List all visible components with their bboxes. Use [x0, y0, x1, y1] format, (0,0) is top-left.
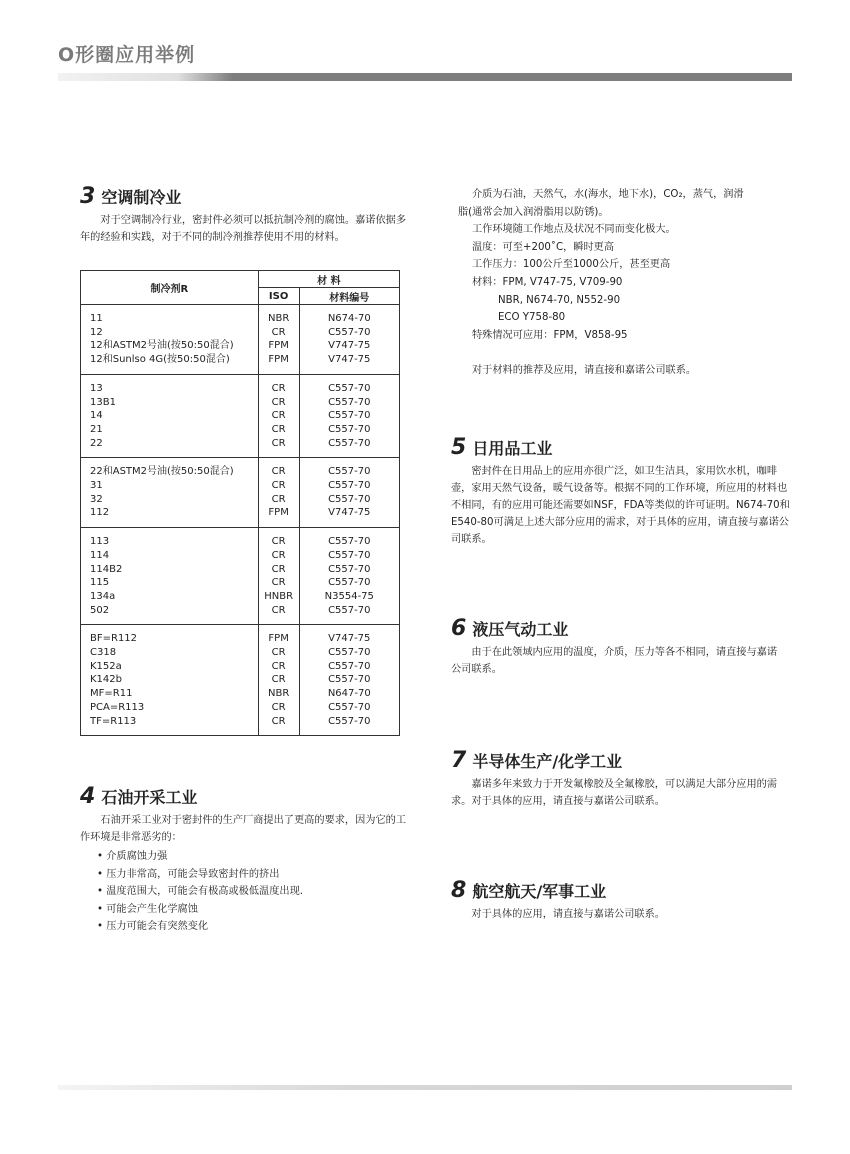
temperature-line: 温度：可至+200˚C，瞬时更高 [472, 241, 615, 253]
cell-line: C557-70 [328, 396, 371, 408]
table-row [81, 625, 400, 736]
cell-line: TF=R113 [90, 715, 137, 727]
iso-cell [258, 625, 299, 736]
cell-line: CR [271, 604, 286, 616]
refrigerant-cell [81, 625, 259, 736]
section-aerospace-military [451, 878, 783, 923]
contact-line: 对于材料的推荐及应用，请直接和嘉诺公司联系。 [472, 364, 697, 376]
cell-line: CR [271, 493, 286, 505]
header-material: 材 料 [258, 271, 399, 288]
cell-line: 31 [90, 480, 103, 492]
header-rule [58, 73, 792, 81]
oil-extraction-details [458, 186, 798, 380]
refrigerant-cell [81, 374, 259, 458]
cell-line: N3554-75 [324, 590, 374, 602]
cell-line: CR [271, 410, 286, 422]
section-heading [451, 616, 783, 641]
section-title: 日用品工业 [472, 439, 553, 458]
section-title: 航空航天/军事工业 [472, 882, 607, 901]
section-heading [80, 184, 406, 209]
media-line-continued: 脂(通常会加入润滑脂用以防锈)。 [458, 206, 609, 218]
bullet-list [80, 848, 412, 936]
material-line: ECO Y758-80 [498, 312, 566, 324]
cell-line: 13 [90, 382, 103, 394]
cell-line: 115 [90, 577, 110, 589]
cell-line: 12和ASTM2号油(按50:50混合) [90, 340, 234, 352]
cell-line: C557-70 [328, 674, 371, 686]
cell-line: 22 [90, 437, 103, 449]
cell-line: 114B2 [90, 563, 123, 575]
cell-line: 114 [90, 549, 110, 561]
section-paragraph: 密封件在日用品上的应用亦很广泛，如卫生洁具，家用饮水机，咖啡壶，家用天然气设备，暖气设备等。根据不同的工作环境，所应用的材料也不相同，有的应用可能还需要如NSF，FDA等类似的许可证明。N674-70和E540-80可满足上述大部分应用的需求，对于具体的应用，请直接与嘉诺公司联系。 [451, 466, 790, 545]
section-heading [451, 748, 783, 773]
cell-line: C557-70 [328, 563, 371, 575]
cell-line: FPM [268, 354, 289, 366]
cell-line: CR [271, 437, 286, 449]
table-row [81, 458, 400, 528]
cell-line: N674-70 [327, 313, 371, 324]
cell-line: CR [271, 480, 286, 492]
section-number: 4 [80, 784, 96, 809]
material-code-cell [299, 528, 399, 625]
cell-line: C557-70 [328, 493, 371, 505]
cell-line: C557-70 [328, 410, 371, 422]
cell-line: 12和Sunlso 4G(按50:50混合) [90, 354, 230, 366]
cell-line: CR [271, 549, 286, 561]
cell-line: FPM [268, 507, 289, 519]
section-title: 空调制冷业 [101, 188, 182, 207]
cell-line: CR [271, 396, 286, 408]
header-refrigerant: 制冷剂R [81, 271, 259, 305]
cell-line: C557-70 [328, 660, 371, 672]
cell-line: CR [271, 466, 286, 478]
cell-line: CR [271, 577, 286, 589]
cell-line: C557-70 [328, 326, 371, 338]
section-paragraph: 嘉诺多年来致力于开发氟橡胶及全氟橡胶，可以满足大部分应用的需求。对于具体的应用，请直接与嘉诺公司联系。 [451, 779, 778, 807]
material-code-cell [299, 305, 399, 375]
material-code-cell [299, 625, 399, 736]
section-title: 石油开采工业 [101, 788, 198, 807]
list-item: • 介质腐蚀力强 [97, 848, 412, 866]
cell-line: V747-75 [328, 633, 371, 645]
cell-line: C318 [90, 647, 117, 659]
cell-line: C557-70 [328, 466, 371, 478]
cell-line: 502 [90, 604, 110, 616]
cell-line: CR [271, 563, 286, 575]
cell-line: C557-70 [328, 604, 371, 616]
list-item: • 温度范围大，可能会有极高或极低温度出现. [97, 883, 412, 901]
section-number: 7 [451, 748, 467, 773]
cell-line: 12 [90, 326, 103, 338]
cell-line: C557-70 [328, 536, 371, 548]
cell-line: PCA=R113 [90, 701, 145, 713]
header-iso: ISO [258, 288, 299, 305]
cell-line: C557-70 [328, 701, 371, 713]
cell-line: 113 [90, 536, 110, 548]
table-body [81, 305, 400, 736]
cell-line: 32 [90, 493, 103, 505]
cell-line: CR [271, 423, 286, 435]
special-case-line: 特殊情况可应用：FPM，V858-95 [472, 329, 628, 341]
page-title: O形圈应用举例 [58, 44, 196, 66]
cell-line: C557-70 [328, 549, 371, 561]
cell-line: NBR [267, 313, 290, 324]
cell-line: V747-75 [328, 354, 371, 366]
cell-line: CR [271, 660, 286, 672]
table-row [81, 305, 400, 375]
cell-line: HNBR [264, 590, 294, 602]
section-oil-extraction [80, 784, 412, 936]
section-number: 5 [451, 435, 467, 460]
cell-line: C557-70 [328, 423, 371, 435]
cell-line: C557-70 [328, 437, 371, 449]
material-line: 材料：FPM, V747-75, V709-90 [472, 276, 623, 288]
section-paragraph: 对于空调制冷行业，密封件必须可以抵抗制冷剂的腐蚀。嘉诺依据多年的经验和实践，对于不同的制冷剂推荐使用不用的材料。 [80, 215, 407, 243]
pressure-line: 工作压力：100公斤至1000公斤，甚至更高 [472, 259, 671, 271]
section-number: 3 [80, 184, 96, 209]
table-row [81, 528, 400, 625]
cell-line: K142b [90, 674, 122, 686]
cell-line: NBR [267, 688, 290, 700]
material-code-cell [299, 374, 399, 458]
cell-line: C557-70 [328, 715, 371, 727]
section-title: 液压气动工业 [472, 620, 569, 639]
cell-line: 134a [90, 590, 116, 602]
cell-line: CR [271, 536, 286, 548]
section-number: 8 [451, 878, 467, 903]
table-row [81, 374, 400, 458]
cell-line: CR [271, 701, 286, 713]
cell-line: BF=R112 [90, 633, 138, 645]
section-heading [80, 784, 412, 809]
cell-line: 11 [90, 313, 103, 324]
section-paragraph: 对于具体的应用，请直接与嘉诺公司联系。 [471, 909, 665, 920]
cell-line: V747-75 [328, 507, 371, 519]
iso-cell [258, 528, 299, 625]
cell-line: CR [271, 715, 286, 727]
iso-cell [258, 374, 299, 458]
cell-line: 22和ASTM2号油(按50:50混合) [90, 466, 234, 478]
cell-line: CR [271, 382, 286, 394]
cell-line: FPM [268, 340, 289, 352]
section-hydraulics-pneumatics [451, 616, 783, 678]
cell-line: 112 [90, 507, 110, 519]
iso-cell [258, 458, 299, 528]
cell-line: C557-70 [328, 480, 371, 492]
section-air-conditioning [80, 184, 406, 246]
refrigerant-cell [81, 458, 259, 528]
cell-line: CR [271, 674, 286, 686]
refrigerant-cell [81, 528, 259, 625]
section-heading [451, 435, 791, 460]
cell-line: 14 [90, 410, 103, 422]
cell-line: K152a [90, 660, 122, 672]
cell-line: MF=R11 [90, 688, 133, 700]
section-consumer-goods [451, 435, 791, 548]
refrigerant-cell [81, 305, 259, 375]
cell-line: C557-70 [328, 647, 371, 659]
cell-line: CR [271, 326, 286, 338]
section-title: 半导体生产/化学工业 [472, 752, 623, 771]
cell-line: FPM [268, 633, 289, 645]
environment-line: 工作环境随工作地点及状况不同而变化极大。 [472, 224, 676, 236]
section-number: 6 [451, 616, 467, 641]
section-semiconductor-chemical [451, 748, 783, 810]
cell-line: N647-70 [327, 688, 371, 700]
section-paragraph: 由于在此领域内应用的温度，介质，压力等各不相同，请直接与嘉诺公司联系。 [451, 647, 778, 675]
section-paragraph: 石油开采工业对于密封件的生产厂商提出了更高的要求，因为它的工作环境是非常恶劣的： [80, 815, 407, 843]
list-item: • 可能会产生化学腐蚀 [97, 901, 412, 919]
media-line: 介质为石油，天然气，水(海水，地下水)，CO₂，蒸气，润滑 [472, 189, 744, 200]
cell-line: C557-70 [328, 382, 371, 394]
list-item: • 压力非常高，可能会导致密封件的挤出 [97, 866, 412, 884]
cell-line: 21 [90, 423, 103, 435]
list-item: • 压力可能会有突然变化 [97, 918, 412, 936]
iso-cell [258, 305, 299, 375]
refrigerant-material-table [80, 270, 400, 736]
cell-line: C557-70 [328, 577, 371, 589]
section-heading [451, 878, 783, 903]
material-line: NBR, N674-70, N552-90 [498, 294, 621, 306]
footer-rule [58, 1085, 792, 1090]
header-material-code: 材料编号 [299, 288, 399, 305]
material-code-cell [299, 458, 399, 528]
cell-line: 13B1 [90, 396, 116, 408]
cell-line: V747-75 [328, 340, 371, 352]
cell-line: CR [271, 647, 286, 659]
